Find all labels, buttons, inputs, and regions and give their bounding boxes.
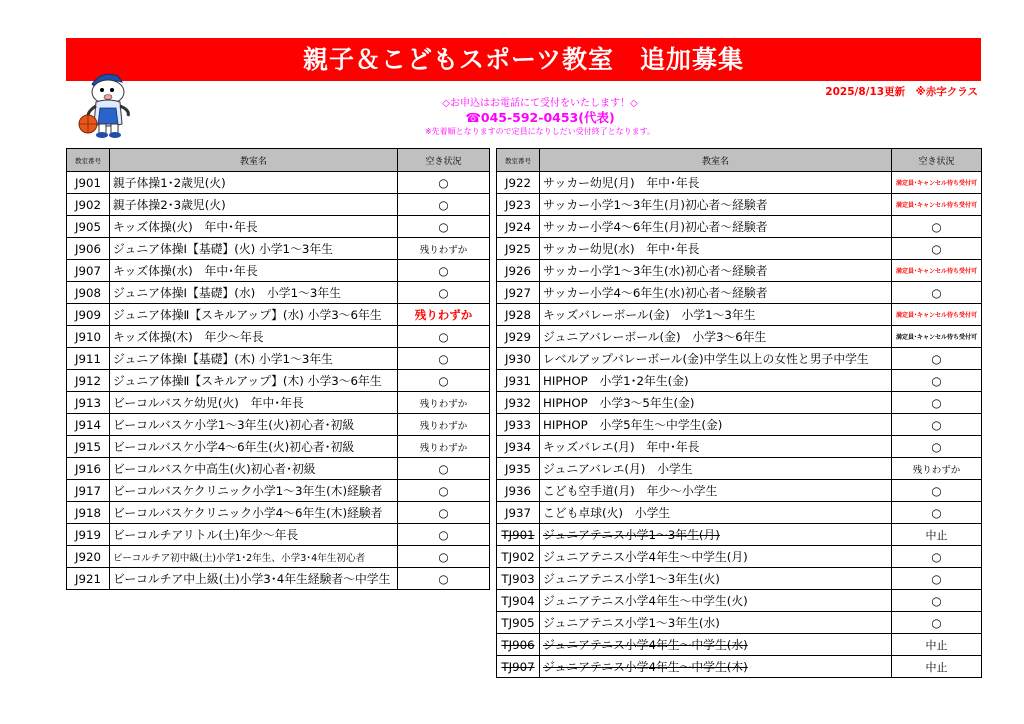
column-header-status: 空き状況	[398, 149, 490, 172]
table-row	[497, 458, 982, 480]
table-row	[497, 590, 982, 612]
table-row	[497, 436, 982, 458]
class-code: TJ905	[497, 612, 540, 634]
class-code: J913	[67, 392, 110, 414]
class-code: J906	[67, 238, 110, 260]
class-name: 親子体操1･2歳児(火)	[110, 172, 398, 194]
table-row	[67, 546, 490, 568]
class-code: J921	[67, 568, 110, 590]
mascot-illustration	[74, 68, 144, 140]
availability-status: ○	[892, 568, 982, 590]
table-row	[67, 370, 490, 392]
availability-status: ○	[892, 216, 982, 238]
class-name: ジュニアテニス小学4年生～中学生(水)	[540, 634, 892, 656]
table-row	[497, 634, 982, 656]
class-name: サッカー幼児(水) 年中･年長	[540, 238, 892, 260]
table-row	[67, 568, 490, 590]
table-row	[67, 304, 490, 326]
table-row	[497, 304, 982, 326]
availability-status: ○	[892, 546, 982, 568]
class-name: レベルアップバレーボール(金)中学生以上の女性と男子中学生	[540, 348, 892, 370]
availability-status: 残りわずか	[398, 436, 490, 458]
class-code: J934	[497, 436, 540, 458]
class-code: J915	[67, 436, 110, 458]
availability-status: ○	[398, 524, 490, 546]
class-code: J905	[67, 216, 110, 238]
availability-status: 中止	[892, 656, 982, 678]
notice-first-come: ※先着順となりますので定員になりしだい受付終了となります。	[424, 127, 656, 136]
table-row	[67, 282, 490, 304]
table-row	[497, 568, 982, 590]
availability-status: 満定員･キャンセル待ち受付可	[892, 326, 982, 348]
table-row	[497, 282, 982, 304]
class-name: ビーコルバスケ幼児(火) 年中･年長	[110, 392, 398, 414]
class-code: J926	[497, 260, 540, 282]
table-row	[497, 238, 982, 260]
class-name: ジュニア体操Ⅱ【スキルアップ】(水) 小学3～6年生	[110, 304, 398, 326]
availability-status: ○	[892, 480, 982, 502]
class-code: TJ901	[497, 524, 540, 546]
class-name: ビーコルバスケクリニック小学4～6年生(木)経験者	[110, 502, 398, 524]
availability-status: ○	[398, 458, 490, 480]
availability-status: ○	[398, 348, 490, 370]
class-code: J908	[67, 282, 110, 304]
table-row	[67, 238, 490, 260]
availability-status: ○	[398, 260, 490, 282]
table-row	[497, 656, 982, 678]
class-code: J919	[67, 524, 110, 546]
class-name: サッカー小学4～6年生(水)初心者～経験者	[540, 282, 892, 304]
class-name: サッカー小学1～3年生(月)初心者～経験者	[540, 194, 892, 216]
updated-date: 2025/8/13更新 ※赤字クラス	[825, 86, 978, 98]
column-header-name: 教室名	[110, 149, 398, 172]
class-code: J917	[67, 480, 110, 502]
class-name: キッズ体操(水) 年中･年長	[110, 260, 398, 282]
class-name: HIPHOP 小学5年生～中学生(金)	[540, 414, 892, 436]
availability-status: 満定員･キャンセル待ち受付可	[892, 304, 982, 326]
table-row	[67, 326, 490, 348]
table-row	[67, 458, 490, 480]
table-row	[497, 172, 982, 194]
class-name: ビーコルバスケ中高生(火)初心者･初級	[110, 458, 398, 480]
class-code: J925	[497, 238, 540, 260]
column-header-status: 空き状況	[892, 149, 982, 172]
class-name: キッズバレエ(月) 年中･年長	[540, 436, 892, 458]
class-name: ジュニア体操Ⅱ【スキルアップ】(木) 小学3～6年生	[110, 370, 398, 392]
class-code: TJ907	[497, 656, 540, 678]
class-name: ジュニアバレーボール(金) 小学3～6年生	[540, 326, 892, 348]
table-row	[67, 414, 490, 436]
class-name: サッカー小学1～3年生(水)初心者～経験者	[540, 260, 892, 282]
table-row	[67, 392, 490, 414]
class-name: ビーコルチア初中級(土)小学1･2年生、小学3･4年生初心者	[110, 546, 398, 568]
table-row	[67, 436, 490, 458]
availability-status: 満定員･キャンセル待ち受付可	[892, 260, 982, 282]
availability-status: ○	[892, 612, 982, 634]
table-row	[67, 480, 490, 502]
phone-number[interactable]: ☎045-592-0453(代表)	[465, 110, 615, 125]
table-row	[67, 172, 490, 194]
class-name: ジュニア体操Ⅰ【基礎】(木) 小学1～3年生	[110, 348, 398, 370]
availability-status: ○	[892, 502, 982, 524]
availability-status: 中止	[892, 634, 982, 656]
class-name: ジュニアテニス小学1～3年生(月)	[540, 524, 892, 546]
class-name: ジュニアテニス小学4年生～中学生(木)	[540, 656, 892, 678]
availability-status: 満定員･キャンセル待ち受付可	[892, 194, 982, 216]
table-row	[497, 370, 982, 392]
availability-status: 残りわずか	[398, 414, 490, 436]
availability-status: 満定員･キャンセル待ち受付可	[892, 172, 982, 194]
class-name: HIPHOP 小学3～5年生(金)	[540, 392, 892, 414]
table-row	[497, 480, 982, 502]
availability-status: ○	[398, 502, 490, 524]
class-code: TJ904	[497, 590, 540, 612]
class-name: ビーコルチア中上級(土)小学3･4年生経験者～中学生	[110, 568, 398, 590]
availability-status: ○	[398, 370, 490, 392]
availability-status: ○	[892, 392, 982, 414]
class-code: J922	[497, 172, 540, 194]
availability-status: 中止	[892, 524, 982, 546]
class-name: ジュニア体操Ⅰ【基礎】(火) 小学1～3年生	[110, 238, 398, 260]
class-name: こども卓球(火) 小学生	[540, 502, 892, 524]
availability-status: 残りわずか	[892, 458, 982, 480]
class-code: TJ902	[497, 546, 540, 568]
notice-box	[340, 97, 740, 137]
availability-status: ○	[398, 568, 490, 590]
availability-status: ○	[398, 546, 490, 568]
class-code: J924	[497, 216, 540, 238]
column-header-code: 教室番号	[497, 149, 540, 172]
table-header-row	[67, 149, 490, 172]
class-name: ジュニアバレエ(月) 小学生	[540, 458, 892, 480]
table-row	[67, 194, 490, 216]
column-header-code: 教室番号	[67, 149, 110, 172]
table-row	[67, 216, 490, 238]
class-table-left	[66, 148, 490, 590]
availability-status: 残りわずか	[398, 392, 490, 414]
class-code: J918	[67, 502, 110, 524]
column-header-name: 教室名	[540, 149, 892, 172]
class-code: J912	[67, 370, 110, 392]
availability-status: ○	[892, 282, 982, 304]
availability-status: 残りわずか	[398, 238, 490, 260]
table-row	[497, 260, 982, 282]
class-code: J929	[497, 326, 540, 348]
notice-apply-by-phone: ◇お申込はお電話にて受付をいたします！◇	[442, 98, 638, 109]
availability-status: ○	[398, 172, 490, 194]
table-header-row	[497, 149, 982, 172]
class-code: TJ903	[497, 568, 540, 590]
class-name: ジュニアテニス小学4年生～中学生(火)	[540, 590, 892, 612]
class-name: ジュニアテニス小学1～3年生(火)	[540, 568, 892, 590]
table-row	[497, 216, 982, 238]
class-code: J911	[67, 348, 110, 370]
availability-status: ○	[398, 282, 490, 304]
class-code: J937	[497, 502, 540, 524]
class-code: J928	[497, 304, 540, 326]
class-code: TJ906	[497, 634, 540, 656]
table-row	[67, 502, 490, 524]
class-code: J933	[497, 414, 540, 436]
class-name: ジュニア体操Ⅰ【基礎】(水) 小学1～3年生	[110, 282, 398, 304]
availability-status: ○	[398, 326, 490, 348]
class-name: ビーコルバスケ小学1～3年生(火)初心者･初級	[110, 414, 398, 436]
table-row	[497, 524, 982, 546]
table-row	[497, 326, 982, 348]
class-code: J910	[67, 326, 110, 348]
class-code: J927	[497, 282, 540, 304]
table-row	[67, 524, 490, 546]
class-code: J909	[67, 304, 110, 326]
availability-status: ○	[892, 414, 982, 436]
class-name: ビーコルバスケクリニック小学1～3年生(木)経験者	[110, 480, 398, 502]
table-row	[497, 414, 982, 436]
class-code: J914	[67, 414, 110, 436]
class-code: J932	[497, 392, 540, 414]
class-code: J930	[497, 348, 540, 370]
availability-status: ○	[892, 238, 982, 260]
class-name: こども空手道(月) 年少～小学生	[540, 480, 892, 502]
class-name: キッズバレーボール(金) 小学1～3年生	[540, 304, 892, 326]
class-code: J936	[497, 480, 540, 502]
class-name: 親子体操2･3歳児(火)	[110, 194, 398, 216]
class-name: サッカー小学4～6年生(月)初心者～経験者	[540, 216, 892, 238]
class-code: J920	[67, 546, 110, 568]
availability-status: 残りわずか	[398, 304, 490, 326]
class-code: J931	[497, 370, 540, 392]
availability-status: ○	[398, 480, 490, 502]
class-table-right	[496, 148, 982, 678]
table-row	[67, 348, 490, 370]
availability-status: ○	[892, 590, 982, 612]
table-row	[497, 348, 982, 370]
availability-status: ○	[398, 194, 490, 216]
class-name: ジュニアテニス小学4年生～中学生(月)	[540, 546, 892, 568]
table-row	[67, 260, 490, 282]
class-name: ビーコルチアリトル(土)年少～年長	[110, 524, 398, 546]
class-name: キッズ体操(火) 年中･年長	[110, 216, 398, 238]
table-row	[497, 612, 982, 634]
table-row	[497, 392, 982, 414]
page-title: 親子＆こどもスポーツ教室 追加募集	[66, 38, 981, 81]
table-row	[497, 546, 982, 568]
class-name: HIPHOP 小学1･2年生(金)	[540, 370, 892, 392]
class-code: J901	[67, 172, 110, 194]
class-code: J923	[497, 194, 540, 216]
availability-status: ○	[892, 370, 982, 392]
class-name: サッカー幼児(月) 年中･年長	[540, 172, 892, 194]
class-code: J916	[67, 458, 110, 480]
table-row	[497, 502, 982, 524]
availability-status: ○	[398, 216, 490, 238]
class-name: キッズ体操(木) 年少～年長	[110, 326, 398, 348]
class-name: ジュニアテニス小学1～3年生(水)	[540, 612, 892, 634]
class-code: J907	[67, 260, 110, 282]
table-row	[497, 194, 982, 216]
availability-status: ○	[892, 436, 982, 458]
class-code: J935	[497, 458, 540, 480]
class-name: ビーコルバスケ小学4～6年生(火)初心者･初級	[110, 436, 398, 458]
class-code: J902	[67, 194, 110, 216]
availability-status: ○	[892, 348, 982, 370]
